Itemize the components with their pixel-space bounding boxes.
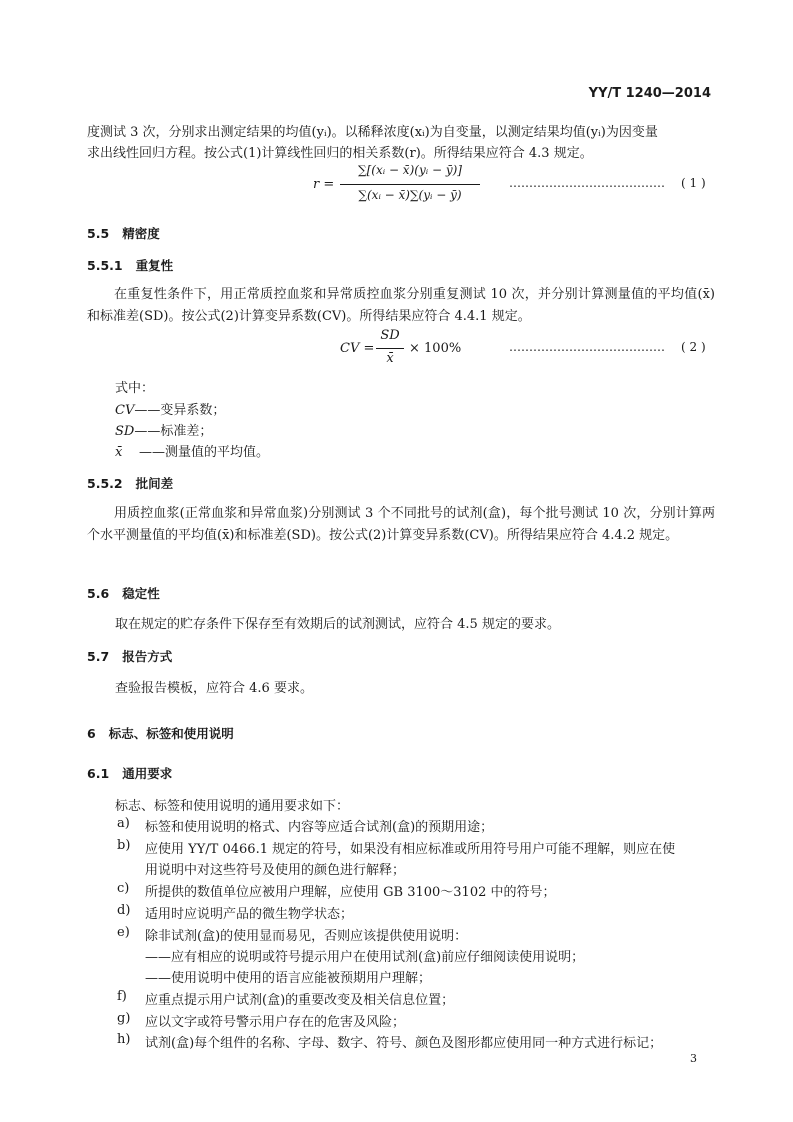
list-text: 标签和使用说明的格式、内容等应适合试剂(盒)的预期用途； <box>145 820 494 835</box>
list-marker: d) <box>117 903 131 918</box>
intro-line-1: 度测试 3 次，分别求出测定结果的均值(yᵢ)。以稀释浓度(xᵢ)为自变量，以测定结果均值(yᵢ)为因变量 <box>87 125 658 140</box>
section-title: 精密度 <box>122 226 160 241</box>
list-text: 除非试剂(盒)的使用显而易见，否则应该提供使用说明： <box>145 929 468 944</box>
list-subitem: ——应有相应的说明或符号提示用户在使用试剂(盒)前应仔细阅读使用说明； <box>145 950 585 965</box>
list-marker: f) <box>117 989 127 1004</box>
page-number: 3 <box>690 1052 697 1065</box>
section-title: 重复性 <box>135 258 174 273</box>
list-text: 应使用 YY/T 0466.1 规定的符号，如果没有相应标准或所用符号用户可能不理解，则应在使 <box>145 842 676 857</box>
section-5-7-heading <box>87 647 172 665</box>
formula-2-leader: ………………………………… <box>509 340 665 354</box>
formula-1-lhs: r = <box>313 177 335 192</box>
where-symbol: SD <box>115 424 135 439</box>
formula-2-rhs: × 100% <box>409 341 462 356</box>
list-marker: e) <box>117 925 130 940</box>
section-5-5-heading <box>87 224 160 242</box>
section-5-5-1-text: 在重复性条件下，用正常质控血浆和异常质控血浆分别重复测试 10 次，并分别计算测量值的平均值(x̄)和标准差(SD)。按公式(2)计算变异系数(CV)。所得结果应符合 4.4.1 规定。 <box>87 287 715 324</box>
formula-2-denominator: x̄ <box>386 351 394 366</box>
intro-line-2: 求出线性回归方程。按公式(1)计算线性回归的相关系数(r)。所得结果应符合 4.3 规定。 <box>87 146 593 161</box>
section-5-5-2-heading <box>87 474 173 492</box>
formula-1-number: ( 1 ) <box>681 176 706 190</box>
standard-id: YY/T 1240—2014 <box>588 86 711 101</box>
where-symbol: CV <box>115 403 135 418</box>
section-number: 6 <box>87 726 96 741</box>
formula-1-numerator: ∑[(xᵢ − x̄)(yᵢ − ȳ)] <box>358 163 462 177</box>
list-text: 应重点提示用户试剂(盒)的重要改变及相关信息位置； <box>145 993 455 1008</box>
where-desc: 变异系数； <box>160 403 226 418</box>
section-number: 5.5.2 <box>87 476 123 491</box>
section-title: 标志、标签和使用说明 <box>108 726 234 741</box>
section-title: 报告方式 <box>122 649 173 664</box>
list-marker: h) <box>117 1032 131 1047</box>
list-text: 用说明中对这些符号及使用的颜色进行解释； <box>145 863 406 878</box>
section-number: 6.1 <box>87 766 110 781</box>
list-marker: a) <box>117 816 130 831</box>
formula-1-denominator: ∑(xᵢ − x̄)∑(yᵢ − ȳ) <box>358 188 462 202</box>
section-title: 批间差 <box>135 476 174 491</box>
section-5-5-2-text: 用质控血浆(正常血浆和异常血浆)分别测试 3 个不同批号的试剂(盒)，每个批号测试 10 次，分别计算两个水平测量值的平均值(x̄)和标准差(SD)。按公式(2)计算变异系数(CV)。所得结果应符合 4.4.2 规定。 <box>87 506 715 543</box>
where-intro: 式中： <box>115 381 155 396</box>
where-item <box>115 441 269 460</box>
section-title: 稳定性 <box>122 586 160 601</box>
section-number: 5.6 <box>87 586 110 601</box>
where-item <box>115 399 225 418</box>
formula-2-fraction-bar <box>376 348 404 349</box>
section-6-1-intro: 标志、标签和使用说明的通用要求如下： <box>115 799 350 814</box>
where-desc: 标准差； <box>160 424 213 439</box>
section-number: 5.5.1 <box>87 258 123 273</box>
section-5-6-text: 取在规定的贮存条件下保存至有效期后的试剂测试，应符合 4.5 规定的要求。 <box>115 617 560 632</box>
section-5-7-text: 查验报告模板，应符合 4.6 要求。 <box>115 681 313 696</box>
formula-2-number: ( 2 ) <box>681 340 706 354</box>
formula-2-numerator: SD <box>380 328 400 343</box>
list-text: 适用时应说明产品的微生物学状态； <box>145 907 354 922</box>
list-text: 应以文字或符号警示用户存在的危害及风险； <box>145 1015 406 1030</box>
where-dash: —— <box>134 424 161 439</box>
formula-2-lhs: CV = <box>340 341 375 356</box>
section-number: 5.7 <box>87 649 110 664</box>
where-symbol: x̄ <box>115 445 123 460</box>
section-5-5-1-heading <box>87 256 173 274</box>
where-item <box>115 420 212 439</box>
section-6-1-heading <box>87 764 172 782</box>
section-title: 通用要求 <box>122 766 173 781</box>
formula-1-fraction-bar <box>340 184 480 185</box>
list-text: 试剂(盒)每个组件的名称、字母、数字、符号、颜色及图形都应使用同一种方式进行标记； <box>145 1036 663 1051</box>
where-desc: 测量值的平均值。 <box>165 445 270 460</box>
section-6-heading <box>87 724 234 742</box>
section-number: 5.5 <box>87 226 110 241</box>
list-text: 所提供的数值单位应被用户理解，应使用 GB 3100～3102 中的符号； <box>145 885 556 900</box>
section-5-6-heading <box>87 584 160 602</box>
list-subitem: ——使用说明中使用的语言应能被预期用户理解； <box>145 971 432 986</box>
list-marker: c) <box>117 881 130 896</box>
list-marker: b) <box>117 838 131 853</box>
where-dash: —— <box>134 403 161 418</box>
list-marker: g) <box>117 1011 131 1026</box>
where-dash: —— <box>139 445 165 460</box>
formula-1-leader: ………………………………… <box>509 176 665 190</box>
